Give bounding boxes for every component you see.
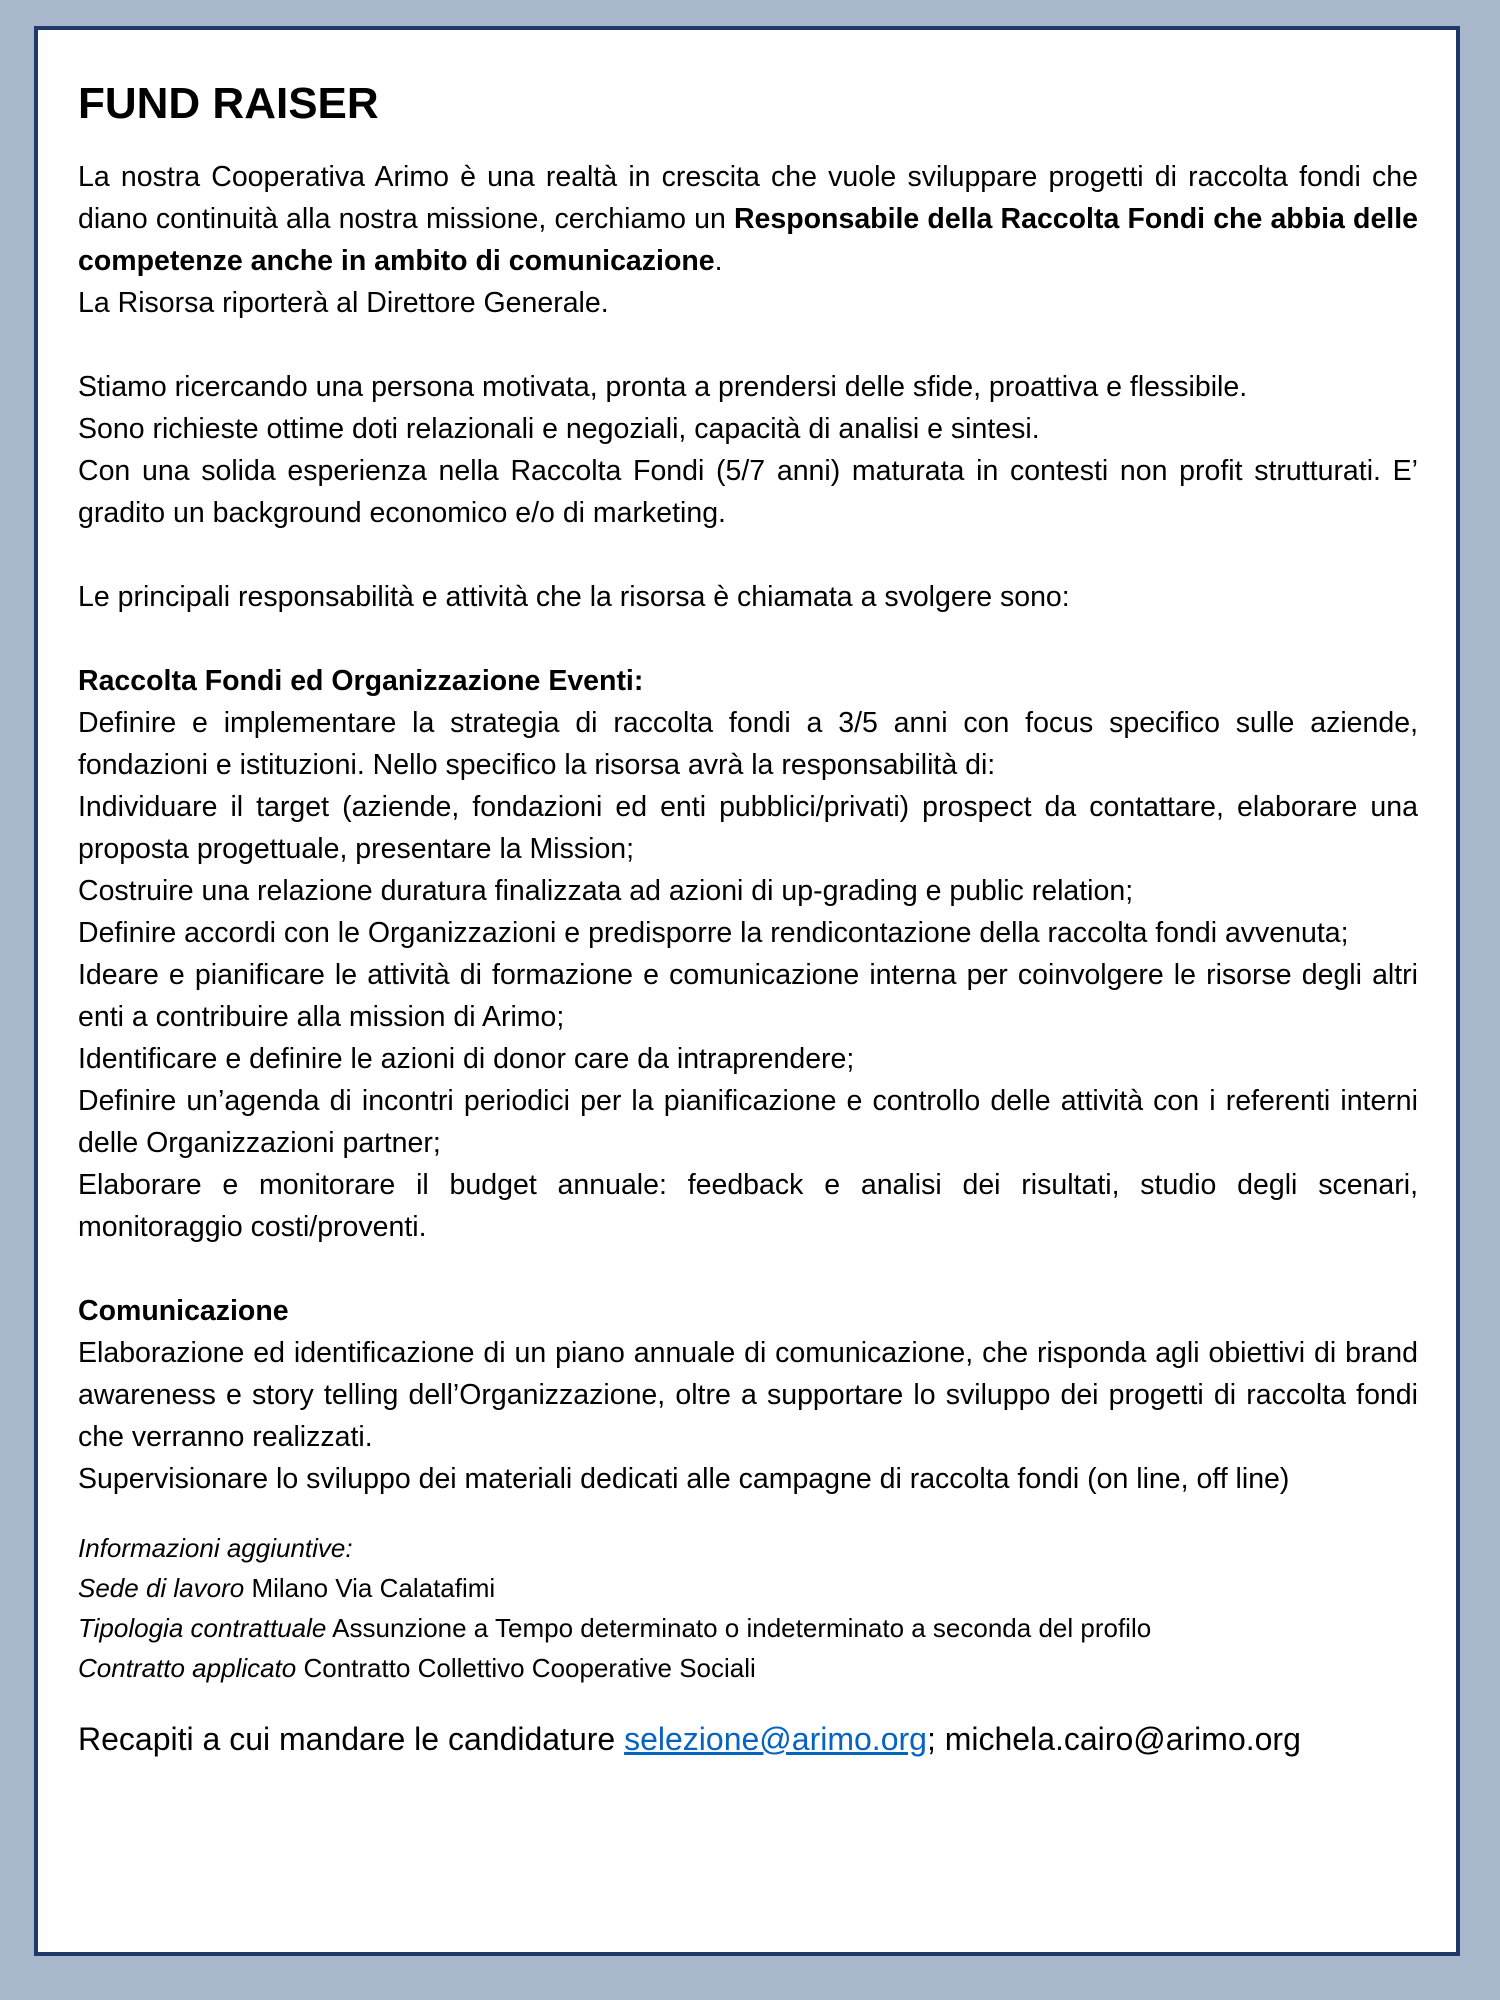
communication-item: Supervisionare lo sviluppo dei materiali dedicati alle campagne di raccolta fondi (on line, off line) — [78, 1463, 1290, 1495]
fundraising-item: Elaborare e monitorare il budget annuale: feedback e analisi dei risultati, studio degli scenari, monitoraggio costi/proventi. — [78, 1169, 1418, 1243]
work-location-label: Sede di lavoro — [78, 1573, 245, 1603]
contract-type-label: Tipologia contrattuale — [78, 1613, 327, 1643]
profile-line-3: Con una solida esperienza nella Raccolta Fondi (5/7 anni) maturata in contesti non profit strutturati. E’ gradito un background economico e/o di marketing. — [78, 455, 1418, 529]
fundraising-item: Ideare e pianificare le attività di formazione e comunicazione interna per coinvolgere le risorse degli altri enti a contribuire alla mission di Arimo; — [78, 959, 1418, 1033]
contract-applied-value: Contratto Collettivo Cooperative Sociali — [296, 1653, 756, 1683]
work-location — [78, 1568, 1418, 1608]
communication-item: Elaborazione ed identificazione di un piano annuale di comunicazione, che risponda agli obiettivi di brand awareness e story telling dell’Organizzazione, oltre a supportare lo sviluppo dei progetti di raccolta fondi che verranno realizzati. — [78, 1337, 1418, 1453]
additional-heading — [78, 1528, 1418, 1568]
email-michela-cairo: michela.cairo@arimo.org — [944, 1721, 1301, 1757]
document-page — [34, 26, 1460, 1956]
contacts-label: Recapiti a cui mandare le candidature — [78, 1721, 625, 1757]
contract-applied — [78, 1648, 1418, 1688]
email-link-selezione[interactable]: selezione@arimo.org — [624, 1721, 927, 1757]
communication-heading-text: Comunicazione — [78, 1295, 289, 1327]
document-content — [78, 74, 1418, 1762]
fundraising-heading — [78, 660, 1418, 702]
contacts-line — [78, 1716, 1418, 1762]
intro-period: . — [714, 245, 723, 277]
additional-heading-text: Informazioni aggiuntive: — [78, 1533, 353, 1563]
intro-paragraph — [78, 156, 1418, 282]
page-title: FUND RAISER — [78, 79, 379, 128]
profile-line-1: Stiamo ricercando una persona motivata, pronta a prendersi delle sfide, proattiva e flessibile. — [78, 371, 1248, 403]
contract-type-value: Assunzione a Tempo determinato o indeterminato a seconda del profilo — [326, 1613, 1152, 1643]
work-location-value: Milano Via Calatafimi — [244, 1573, 496, 1603]
contract-type — [78, 1608, 1418, 1648]
fundraising-item: Identificare e definire le azioni di donor care da intraprendere; — [78, 1043, 855, 1075]
fundraising-item: Individuare il target (aziende, fondazioni ed enti pubblici/privati) prospect da contattare, elaborare una proposta progettuale, presentare la Mission; — [78, 791, 1418, 865]
fundraising-heading-text: Raccolta Fondi ed Organizzazione Eventi: — [78, 665, 644, 697]
intro-bold-text: Responsabile della Raccolta Fondi che abbia delle competenze anche in ambito di comunicazione — [78, 203, 1418, 277]
fundraising-item: Definire un’agenda di incontri periodici per la pianificazione e controllo delle attività con i referenti interni delle Organizzazioni partner; — [78, 1085, 1418, 1159]
contract-applied-label: Contratto applicato — [78, 1653, 297, 1683]
fundraising-item: Definire accordi con le Organizzazioni e predisporre la rendicontazione della raccolta fondi avvenuta; — [78, 917, 1349, 949]
intro-report-line: La Risorsa riporterà al Direttore Generale. — [78, 287, 609, 319]
additional-info — [78, 1528, 1418, 1688]
responsibilities-intro: Le principali responsabilità e attività che la risorsa è chiamata a svolgere sono: — [78, 581, 1070, 613]
fundraising-item: Definire e implementare la strategia di raccolta fondi a 3/5 anni con focus specifico sulle aziende, fondazioni e istituzioni. Nello specifico la risorsa avrà la responsabilità di: — [78, 707, 1418, 781]
intro-text: La nostra Cooperativa Arimo è una realtà in crescita che vuole sviluppare progetti di raccolta fondi che diano continuità alla nostra missione, cerchiamo un — [78, 161, 1418, 235]
profile-line-2: Sono richieste ottime doti relazionali e negoziali, capacità di analisi e sintesi. — [78, 413, 1040, 445]
fundraising-item: Costruire una relazione duratura finalizzata ad azioni di up-grading e public relation; — [78, 875, 1134, 907]
contacts-separator: ; — [926, 1721, 945, 1757]
communication-heading — [78, 1290, 1418, 1332]
